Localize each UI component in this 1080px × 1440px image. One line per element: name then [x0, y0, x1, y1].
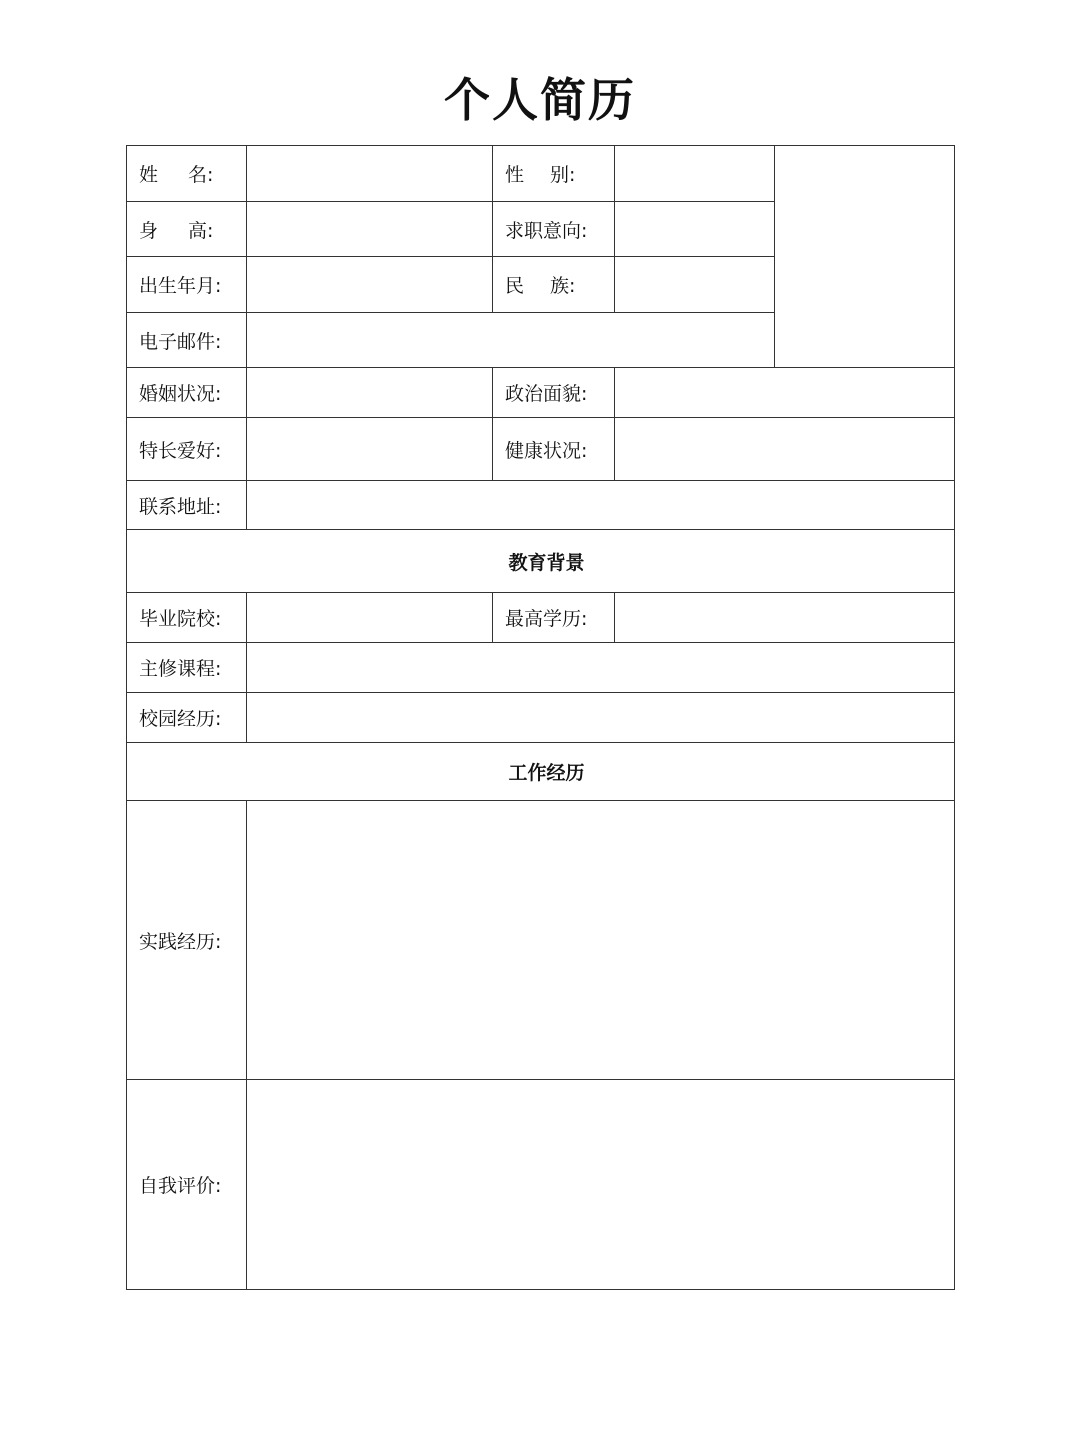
- birth-field[interactable]: [247, 257, 493, 313]
- gender-field[interactable]: [615, 146, 775, 202]
- marital-field[interactable]: [247, 368, 493, 418]
- label-email: 电子邮件:: [127, 313, 247, 368]
- ethnicity-field[interactable]: [615, 257, 775, 313]
- label-name: 姓 名:: [127, 146, 247, 202]
- health-field[interactable]: [615, 418, 955, 481]
- label-hobbies: 特长爱好:: [127, 418, 247, 481]
- label-school: 毕业院校:: [127, 593, 247, 643]
- section-education: 教育背景: [127, 530, 955, 593]
- courses-field[interactable]: [247, 643, 955, 693]
- label-birth: 出生年月:: [127, 257, 247, 313]
- label-degree: 最高学历:: [493, 593, 615, 643]
- hobbies-field[interactable]: [247, 418, 493, 481]
- label-marital: 婚姻状况:: [127, 368, 247, 418]
- section-work: 工作经历: [127, 743, 955, 801]
- campus-field[interactable]: [247, 693, 955, 743]
- label-courses: 主修课程:: [127, 643, 247, 693]
- label-height: 身 高:: [127, 202, 247, 257]
- email-field[interactable]: [247, 313, 775, 368]
- label-job-intention: 求职意向:: [493, 202, 615, 257]
- name-field[interactable]: [247, 146, 493, 202]
- label-political: 政治面貌:: [493, 368, 615, 418]
- label-practice: 实践经历:: [127, 801, 247, 1080]
- job-intention-field[interactable]: [615, 202, 775, 257]
- photo-box[interactable]: [775, 146, 955, 368]
- label-campus: 校园经历:: [127, 693, 247, 743]
- label-health: 健康状况:: [493, 418, 615, 481]
- label-ethnicity: 民 族:: [493, 257, 615, 313]
- political-field[interactable]: [615, 368, 955, 418]
- degree-field[interactable]: [615, 593, 955, 643]
- page-title: 个人简历: [444, 73, 636, 127]
- resume-table: [126, 145, 955, 1290]
- school-field[interactable]: [247, 593, 493, 643]
- self-eval-field[interactable]: [247, 1080, 955, 1290]
- address-field[interactable]: [247, 481, 955, 530]
- label-self-eval: 自我评价:: [127, 1080, 247, 1290]
- practice-field[interactable]: [247, 801, 955, 1080]
- height-field[interactable]: [247, 202, 493, 257]
- label-gender: 性 别:: [493, 146, 615, 202]
- label-address: 联系地址:: [127, 481, 247, 530]
